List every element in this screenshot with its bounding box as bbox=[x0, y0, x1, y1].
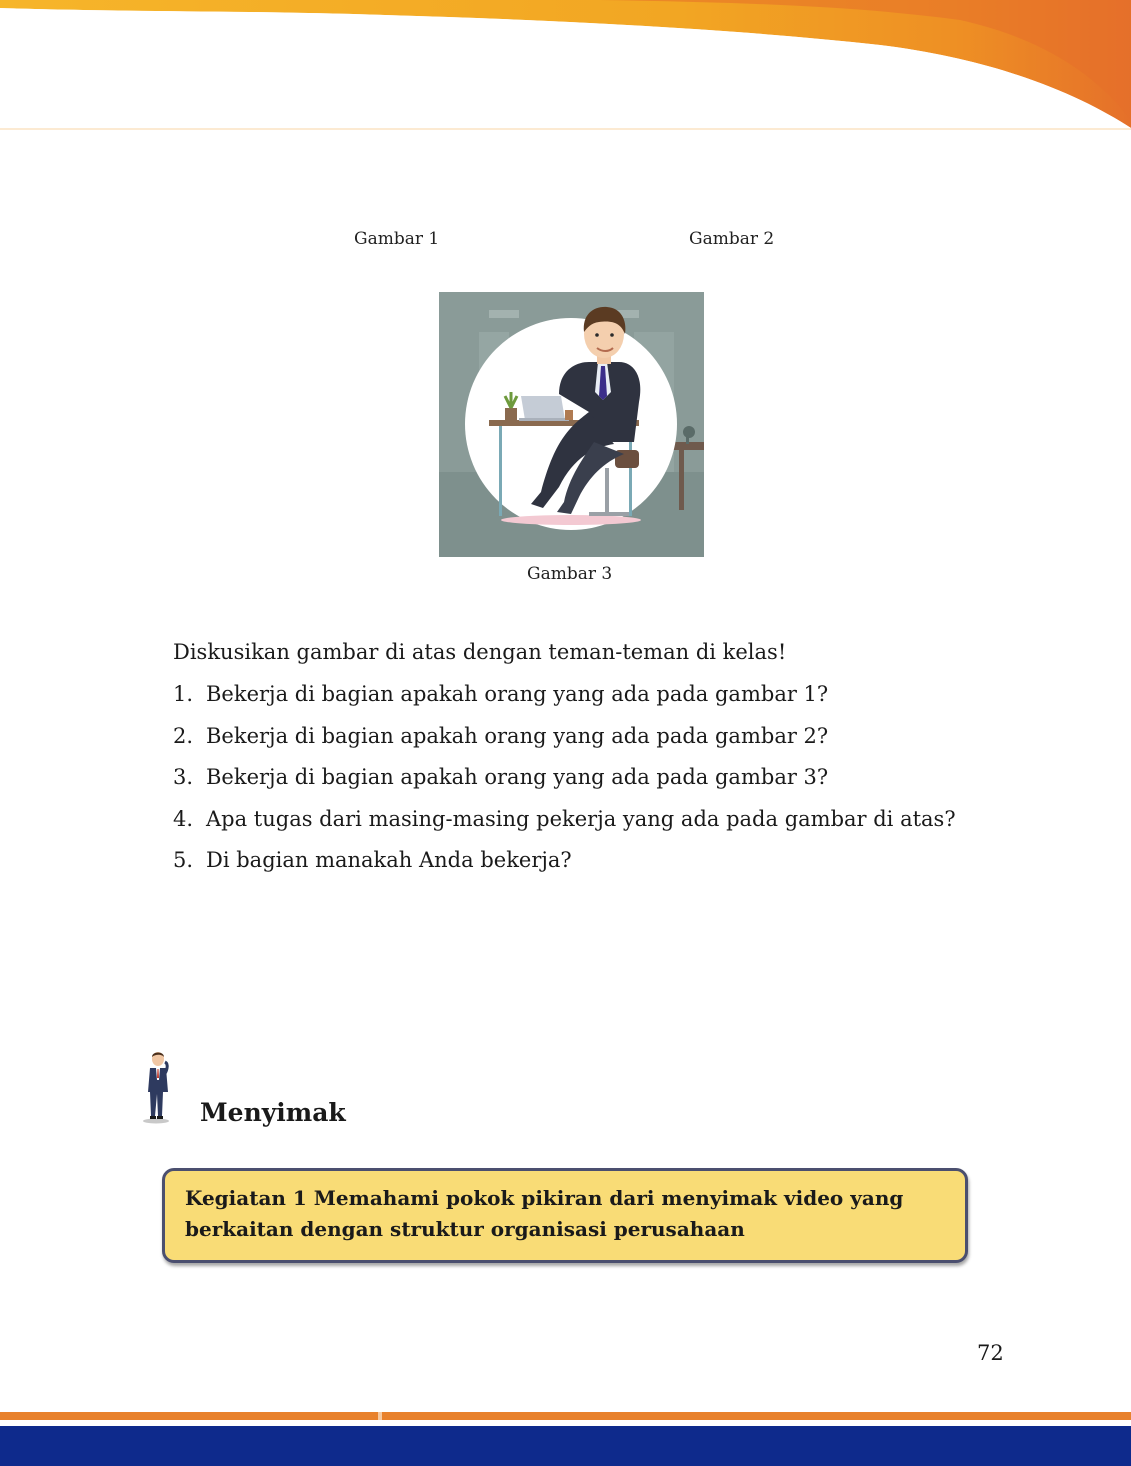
question-number: 1. bbox=[173, 682, 194, 706]
question-text: Apa tugas dari masing-masing pekerja yang ada pada gambar di atas? bbox=[206, 806, 956, 831]
figure-1-caption: Gambar 1 bbox=[354, 229, 440, 249]
figure-3-caption: Gambar 3 bbox=[527, 564, 613, 584]
businessman-mascot-icon bbox=[141, 1050, 175, 1124]
question-number: 3. bbox=[173, 765, 194, 789]
page-number: 72 bbox=[977, 1341, 1004, 1365]
list-item bbox=[173, 682, 956, 724]
activity-box bbox=[162, 1168, 968, 1263]
footer-orange-stripe bbox=[0, 1412, 1131, 1420]
list-item bbox=[173, 807, 956, 849]
question-number: 2. bbox=[173, 723, 194, 748]
list-item bbox=[173, 765, 956, 807]
question-list bbox=[173, 682, 956, 890]
figure-2-caption: Gambar 2 bbox=[689, 229, 775, 249]
question-text: Di bagian manakah Anda bekerja? bbox=[206, 848, 572, 872]
header-wave-decoration bbox=[0, 0, 1131, 135]
section-title: Menyimak bbox=[200, 1098, 346, 1127]
businessman-at-desk-illustration bbox=[439, 292, 704, 557]
list-item bbox=[173, 724, 956, 766]
question-number: 5. bbox=[173, 848, 194, 872]
question-number: 4. bbox=[173, 806, 194, 831]
activity-title: Kegiatan 1 Memahami pokok pikiran dari menyimak video yang berkaitan dengan struktur organisasi perusahaan bbox=[185, 1186, 904, 1241]
question-text: Bekerja di bagian apakah orang yang ada pada gambar 2? bbox=[206, 723, 829, 748]
discussion-intro: Diskusikan gambar di atas dengan teman-teman di kelas! bbox=[173, 640, 787, 664]
footer-stripe-divider bbox=[378, 1412, 382, 1420]
list-item bbox=[173, 848, 956, 890]
footer-navy-band bbox=[0, 1426, 1131, 1466]
question-text: Bekerja di bagian apakah orang yang ada pada gambar 1? bbox=[206, 682, 829, 706]
question-text: Bekerja di bagian apakah orang yang ada pada gambar 3? bbox=[206, 765, 829, 789]
